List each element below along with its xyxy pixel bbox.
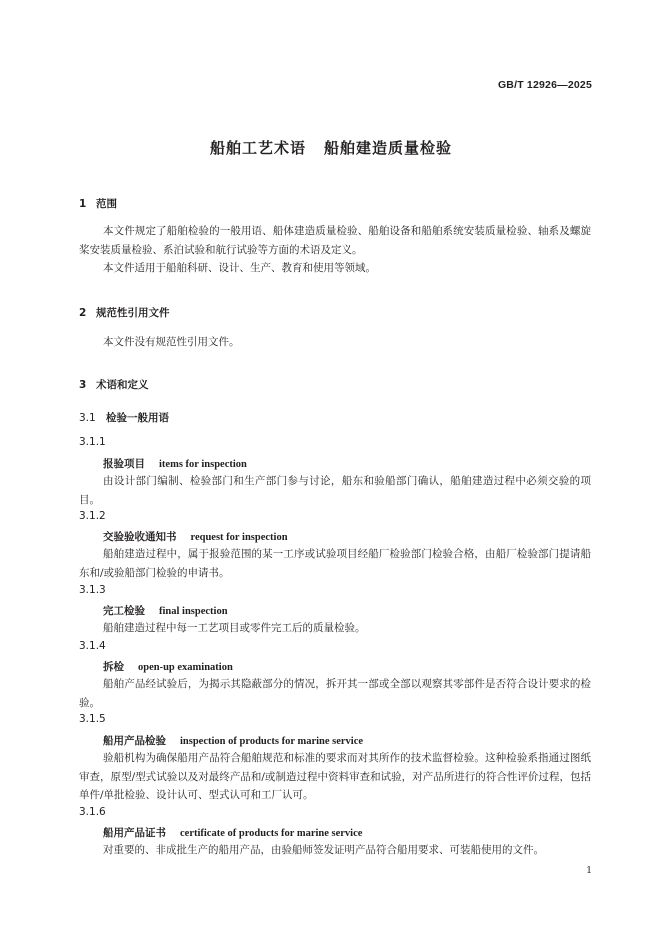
document-title bbox=[0, 137, 662, 158]
term-en: open-up examination bbox=[138, 662, 233, 673]
section-1-paragraph-2: 本文件适用于船舶科研、设计、生产、教育和使用等领域。 bbox=[103, 262, 376, 274]
term-definition: 船舶建造过程中每一工艺项目或零件完工后的质量检验。 bbox=[103, 622, 366, 634]
term-number: 3.1.2 bbox=[79, 510, 106, 522]
term-number: 3.1.1 bbox=[79, 436, 106, 448]
title-part-1: 船舶工艺术语 bbox=[209, 139, 306, 157]
section-2-heading bbox=[79, 305, 170, 320]
term-en: items for inspection bbox=[159, 459, 247, 470]
term-number: 3.1.3 bbox=[79, 584, 106, 596]
term-heading bbox=[103, 456, 247, 471]
term-definition: 验船机构为确保船用产品符合船舶规范和标准的要求而对其所作的技术监督检验。这种检验系指通过图纸审查，原型/型式试验以及对最终产品和/或制造过程中资料审查和试验，对产品所进行的符合性评价过程，包括单件/单批检验、设计认可、型式认可和工厂认可。 bbox=[79, 752, 591, 801]
term-definition: 船舶建造过程中，属于报验范围的某一工序或试验项目经船厂检验部门检验合格，由船厂检验部门提请船东和/或验船部门检验的申请书。 bbox=[79, 548, 591, 579]
term-en: final inspection bbox=[159, 606, 228, 617]
term-zh: 交验验收通知书 bbox=[103, 531, 177, 543]
term-zh: 拆检 bbox=[103, 661, 124, 673]
section-3-heading bbox=[79, 377, 149, 392]
section-number: 3.1 bbox=[79, 412, 96, 424]
term-number: 3.1.6 bbox=[79, 806, 106, 818]
section-title: 检验一般用语 bbox=[106, 412, 169, 424]
section-title: 范围 bbox=[96, 198, 117, 210]
term-number: 3.1.5 bbox=[79, 713, 106, 725]
section-number: 1 bbox=[79, 198, 87, 210]
term-heading bbox=[103, 733, 363, 748]
term-en: certificate of products for marine service bbox=[180, 828, 363, 839]
term-zh: 船用产品证书 bbox=[103, 827, 166, 839]
section-number: 3 bbox=[79, 379, 87, 391]
term-en: inspection of products for marine service bbox=[180, 736, 364, 747]
term-zh: 船用产品检验 bbox=[103, 735, 166, 747]
section-title: 规范性引用文件 bbox=[96, 307, 170, 319]
term-en: request for inspection bbox=[190, 532, 288, 543]
title-part-2: 船舶建造质量检验 bbox=[324, 139, 453, 157]
section-3-1-heading bbox=[79, 410, 169, 425]
term-heading bbox=[103, 529, 288, 544]
term-definition: 船舶产品经试验后，为揭示其隐蔽部分的情况，拆开其一部或全部以观察其零部件是否符合设计要求的检验。 bbox=[79, 678, 591, 709]
term-definition: 对重要的、非成批生产的船用产品，由验船师签发证明产品符合船用要求、可装船使用的文件。 bbox=[103, 844, 544, 856]
term-zh: 完工检验 bbox=[103, 605, 145, 617]
section-1-paragraph-1: 本文件规定了船舶检验的一般用语、船体建造质量检验、船舶设备和船舶系统安装质量检验、轴系及螺旋桨安装质量检验、系泊试验和航行试验等方面的术语及定义。 bbox=[79, 225, 591, 256]
section-title: 术语和定义 bbox=[96, 379, 149, 391]
term-heading bbox=[103, 659, 233, 674]
term-zh: 报验项目 bbox=[103, 458, 145, 470]
term-number: 3.1.4 bbox=[79, 640, 106, 652]
page-number: 1 bbox=[586, 866, 592, 876]
term-definition: 由设计部门编制、检验部门和生产部门参与讨论，船东和验船部门确认，船舶建造过程中必须交验的项目。 bbox=[79, 475, 591, 506]
section-1-heading bbox=[79, 196, 117, 211]
term-heading bbox=[103, 825, 362, 840]
standard-code: GB/T 12926—2025 bbox=[497, 79, 592, 91]
term-heading bbox=[103, 603, 228, 618]
section-2-paragraph: 本文件没有规范性引用文件。 bbox=[103, 336, 240, 348]
section-number: 2 bbox=[79, 307, 87, 319]
